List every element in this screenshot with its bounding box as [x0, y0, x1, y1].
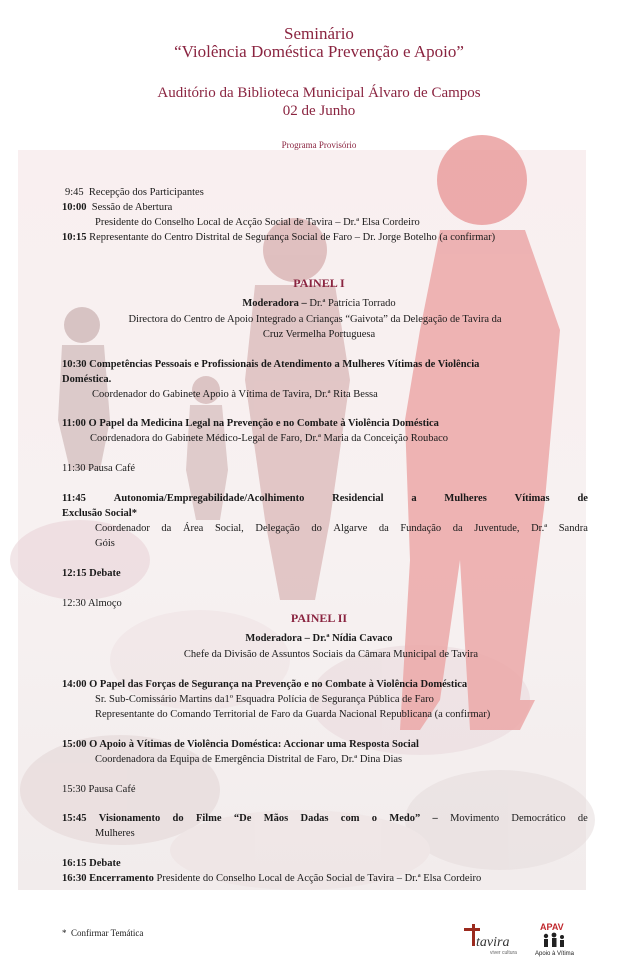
time: 16:15: [62, 858, 87, 869]
time: 15:00: [62, 739, 87, 750]
moderator-label: Moderadora –: [245, 633, 313, 644]
moderator-role: Directora do Centro de Apoio Integrado a Crianças “Gaivota” da Delegação de Tavira da: [128, 314, 502, 325]
tavira-logo-sub: viver cultura: [490, 950, 517, 956]
item-title: O Apoio à Vítimas de Violência Doméstica: Accionar uma Resposta Social: [89, 739, 419, 750]
time: 10:00: [62, 202, 87, 213]
agenda-item: [62, 201, 172, 215]
item-title-word: Visionamento: [98, 813, 161, 824]
item-title-word: do: [172, 813, 184, 824]
tavira-logo-text: tavira: [476, 935, 510, 950]
time: 10:30: [62, 359, 87, 370]
item-speaker: Presidente do Conselho Local de Acção Social de Tavira – Dr.ª Elsa Cordeiro: [95, 217, 420, 228]
item-title-word: Medo”: [389, 813, 421, 824]
moderator-label: Moderadora –: [242, 298, 310, 309]
apav-figures-icon: [530, 920, 582, 958]
item-speaker-word: da: [452, 523, 463, 534]
item-text: Recepção dos Participantes: [88, 187, 204, 198]
item-speaker: Representante do Comando Territorial de Faro da Guarda Nacional Republicana (a confirmar): [95, 709, 491, 720]
date: 02 de Junho: [282, 103, 356, 119]
panel-title: PAINEL I: [293, 276, 345, 290]
time: 16:30: [62, 873, 87, 884]
item-title: Debate: [89, 858, 121, 869]
item-speaker-word: do: [311, 523, 322, 534]
item-text-word: Democrático: [511, 813, 566, 824]
item-title-word: a: [411, 493, 417, 504]
agenda-item: 12:30 Almoço: [62, 598, 122, 609]
agenda-item: [62, 872, 481, 886]
agenda-item: [65, 186, 204, 200]
item-title-cont: [62, 507, 137, 521]
tavira-cross-icon: [460, 920, 520, 956]
item-title-word: com: [340, 813, 360, 824]
item-speaker: Sr. Sub-Comissário Martins da1º Esquadra Polícia de Segurança Pública de Faro: [95, 694, 434, 705]
item-speaker-word: da: [378, 523, 389, 534]
agenda-item: [62, 678, 467, 692]
time: 14:00: [62, 679, 87, 690]
item-title-word: de: [577, 493, 588, 504]
moderator-role: Cruz Vermelha Portuguesa: [262, 329, 376, 340]
moderator-name: Dr.ª Patrícia Torrado: [309, 298, 396, 309]
item-title-word: Autonomia/Empregabilidade/Acolhimento: [113, 493, 305, 504]
item-title-word: Mãos: [263, 813, 289, 824]
agenda-item: 11:30 Pausa Café: [62, 463, 136, 474]
time: 11:45: [62, 493, 86, 504]
item-title-word: o: [371, 813, 378, 824]
item-title-cont: [62, 373, 111, 387]
tavira-logo: [460, 920, 520, 956]
moderator-name: Dr.ª Nídia Cavaco: [312, 633, 393, 644]
apav-logo-text: APAV: [540, 922, 564, 932]
item-title-word: Filme: [195, 813, 222, 824]
item-speaker: Coordenadora do Gabinete Médico-Legal de Faro, Dr.ª Maria da Conceição Roubaco: [90, 433, 449, 444]
agenda-item: [62, 812, 588, 826]
item-title-word: Mulheres: [444, 493, 487, 504]
agenda-item: [62, 567, 121, 581]
venue: Auditório da Biblioteca Municipal Álvaro de Campos: [157, 85, 481, 101]
item-speaker-word: da: [161, 523, 172, 534]
item-speaker-word: Sandra: [558, 523, 588, 534]
item-title: Competências Pessoais e Profissionais de Atendimento a Mulheres Vítimas de Violência: [89, 359, 480, 370]
item-title-word: Residencial: [332, 493, 384, 504]
item-title: O Papel das Forças de Segurança na Prevenção e no Combate à Violência Doméstica: [89, 679, 468, 690]
agenda-item: [62, 857, 121, 871]
item-speaker-word: Algarve: [333, 523, 368, 534]
time: 15:45: [62, 813, 87, 824]
seminar-title: “Violência Doméstica Prevenção e Apoio”: [174, 42, 464, 61]
item-title-word: “De: [233, 813, 252, 824]
item-speaker-word: Social,: [214, 523, 244, 534]
agenda-item: [62, 417, 439, 431]
item-text-word: –: [432, 813, 438, 824]
moderator: [0, 297, 638, 311]
agenda-item: [62, 492, 588, 506]
item-speaker: Coordenadora da Equipa de Emergência Distrital de Faro, Dr.ª Dina Dias: [95, 754, 403, 765]
moderator-role: Chefe da Divisão de Assuntos Sociais da Câmara Municipal de Tavira: [183, 649, 479, 660]
item-text-word: de: [577, 813, 588, 824]
program-subtitle: Programa Provisório: [281, 140, 357, 150]
item-speaker-word: Juventude,: [474, 523, 520, 534]
item-title: Doméstica.: [62, 374, 112, 385]
moderator: [0, 632, 638, 646]
apav-logo: [530, 920, 582, 958]
time: 9:45: [65, 187, 84, 198]
item-text: Presidente do Conselho Local de Acção Social de Tavira – Dr.ª Elsa Cordeiro: [156, 873, 482, 884]
agenda-item: [62, 738, 419, 752]
item-text-word: Movimento: [450, 813, 500, 824]
agenda-item: [62, 231, 495, 245]
item-speaker-word: Área: [182, 523, 204, 534]
agenda-item: [62, 358, 479, 372]
item-speaker-word: Fundação: [400, 523, 442, 534]
item-title: Debate: [89, 568, 121, 579]
footnote-text: Confirmar Temática: [71, 928, 144, 938]
item-speaker: [95, 522, 588, 536]
footnote-mark: *: [62, 928, 67, 938]
item-title: Exclusão Social*: [62, 508, 137, 519]
apav-logo-sub: Apoio à Vítima: [535, 951, 575, 957]
item-text: Representante do Centro Distrital de Segurança Social de Faro – Dr. Jorge Botelho (a confirmar): [89, 232, 496, 243]
item-text: Sessão de Abertura: [91, 202, 173, 213]
agenda-item: 15:30 Pausa Café: [62, 784, 136, 795]
item-title: O Papel da Medicina Legal na Prevenção e no Combate à Violência Doméstica: [88, 418, 439, 429]
time: 10:15: [62, 232, 87, 243]
panel-title: PAINEL II: [290, 611, 348, 625]
item-speaker-word: Dr.ª: [531, 523, 548, 534]
seminar-label: Seminário: [284, 24, 354, 43]
item-speaker-word: Coordenador: [95, 523, 150, 534]
time: 11:00: [62, 418, 86, 429]
item-title-word: Dadas: [300, 813, 329, 824]
item-title: Encerramento: [89, 873, 154, 884]
item-speaker: Coordenador do Gabinete Apoio à Vítima de Tavira, Dr.ª Rita Bessa: [92, 389, 378, 400]
time: 12:15: [62, 568, 87, 579]
footnote: [62, 928, 143, 938]
item-speaker-cont: Góis: [95, 538, 115, 549]
item-speaker-word: Delegação: [255, 523, 300, 534]
item-title-cont: Mulheres: [95, 828, 135, 839]
item-title-word: Vítimas: [514, 493, 550, 504]
